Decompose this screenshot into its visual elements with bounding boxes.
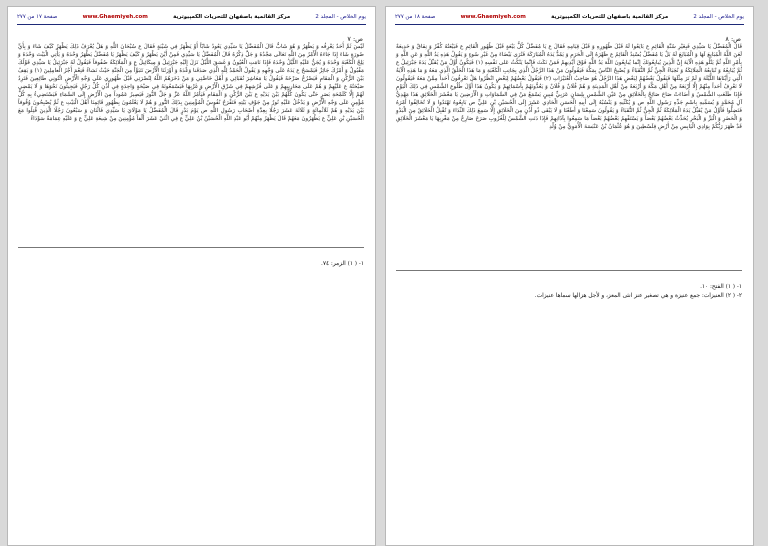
page-header	[17, 11, 366, 23]
website-link[interactable]: www.Ghaemiyeh.com	[460, 14, 526, 20]
document-page-left	[7, 6, 376, 546]
header-divider	[17, 24, 366, 25]
header-divider	[395, 24, 744, 25]
footnote-divider	[18, 247, 364, 248]
footnote: ١- ( ١) الفتح: ١٠.	[700, 284, 742, 290]
page-number: ص: ٧	[347, 35, 363, 43]
center-title: مركز القائمية باصفهان للتحريات الكمپيوترية	[551, 14, 669, 20]
center-title: مركز القائمية باصفهان للتحريات الكمپيوترية	[173, 14, 291, 20]
page-body-text: لَيْسَ ثَمَّ أَحَدٌ يَعْرِفُه وَ يَظْهَرُ وَ هُوَ شَابٌّ قَالَ الْمُفَضَّلُ يَا سَيِّدِي يَعُودُ شَابّاً أَوْ يَظْهَرُ فِي شَيْبَةٍ فَقَالَ ع سُبْحَانَ اللَّهِ وَ هَلْ يُعْرَفُ ذَلِكَ يَظْهَرُ كَيْفَ شَاءَ وَ بِأَيِّ صُورَةٍ شَاءَ إِذَا جَاءَهُ الْأَمْرُ مِنَ اللَّهِ تَعَالَى مَجْدُهُ وَ جَلَّ ذِكْرُهُ قَالَ الْمُفَضَّلُ يَا سَيِّدِي فَمِنْ أَيْنَ يَظْهَرُ وَ كَيْفَ يَظْهَرُ يَا مُفَضَّلُ يَظْهَرُ وَحْدَهُ وَ يَأْتِي الْبَيْتَ وَحْدَهُ وَ يَلِجُ الْكَعْبَةَ وَحْدَهُ وَ يُجَنُّ عَلَيْهِ اللَّيْلُ وَحْدَهُ فَإِذَا نَامَتِ الْعُيُونُ وَ غَسَقَ اللَّيْلُ نَزَلَ إِلَيْهِ جَبْرَئِيلُ وَ مِيكَائِيلُ ع وَ الْمَلَائِكَةُ صُفُوفاً فَيَقُولُ لَهُ جَبْرَئِيلُ يَا سَيِّدِي قَوْلُكَ مَقْبُولٌ وَ أَمْرُكَ جَائِزٌ فَيَمْسَحُ ع يَدَهُ عَلَى وَجْهِهِ وَ يَقُولُ الْحَمْدُ لِلَّهِ الَّذِي صَدَقَنا وَعْدَهُ وَ أَوْرَثَنَا الْأَرْضَ نَتَبَوَّأُ مِنَ الْجَنَّةِ حَيْثُ نَشاءُ فَنِعْمَ أَجْرُ الْعامِلِينَ (١) وَ يَقِفُ بَيْنَ الرُّكْنِ وَ الْمَقَامِ فَيَصْرُخُ صَرْخَةً فَيَقُولُ يَا مَعَاشِرَ نُقَبَائِي وَ أَهْلَ خَاصَّتِي وَ مَنْ ذَخَرَهُمُ اللَّهُ لِنُصْرَتِي قَبْلَ ظُهُورِي عَلَى وَجْهِ الْأَرْضِ ائْتُونِي طَائِعِينَ فَتَرِدُ صَيْحَتُهُ ع عَلَيْهِمْ وَ هُمْ عَلَى مَحَارِيبِهِمْ وَ عَلَى فُرُشِهِمْ فِي شَرْقِ الْأَرْضِ وَ غَرْبِهَا فَيَسْمَعُونَهُ فِي صَيْحَةٍ وَاحِدَةٍ فِي أُذُنِ كُلِّ رَجُلٍ فَيَجِيئُونَ نَحْوَهَا وَ لَا يَمْضِي لَهُمْ إِلَّا كَلَمْحَةِ بَصَرٍ حَتَّى يَكُونَ كُلُّهُمْ بَيْنَ يَدَيْهِ ع بَيْنَ الرُّكْنِ وَ الْمَقَامِ فَيَأْمُرُ اللَّهُ عَزَّ وَ جَلَّ النُّورَ فَيَصِيرُ عَمُوداً مِنَ الْأَرْضِ إِلَى السَّمَاءِ فَيَسْتَضِيءُ بِهِ كُلُّ مُؤْمِنٍ عَلَى وَجْهِ الْأَرْضِ وَ يَدْخُلُ عَلَيْهِ نُورٌ مِنْ جَوْفِ بَيْتِهِ فَتَفْرَحُ نُفُوسُ الْمُؤْمِنِينَ بِذَلِكَ النُّورِ وَ هُمْ لَا يَعْلَمُونَ بِظُهُورِ قَائِمِنَا أَهْلَ الْبَيْتِ ع ثُمَّ يُصْبِحُونَ وُقُوفاً بَيْنَ يَدَيْهِ وَ هُمْ ثَلَاثُمِائَةٍ وَ ثَلَاثَةَ عَشَرَ رَجُلًا بِعِدَّةِ أَصْحَابِ رَسُولِ اللَّهِ ص يَوْمَ بَدْرٍ قَالَ الْمُفَضَّلُ يَا مَوْلَايَ يَا سَيِّدِي فَاثْنَانِ وَ سَبْعُونَ رَجُلًا الَّذِينَ قُتِلُوا مَعَ الْحُسَيْنِ بْنِ عَلِيٍّ ع يَظْهَرُونَ مَعَهُمْ قَالَ يَظْهَرُ مِنْهُمْ أَبُو عَبْدِ اللَّهِ الْحُسَيْنُ بْنُ عَلِيٍّ ع فِي اثْنَيْ عَشَرَ أَلْفاً مُؤْمِنِينَ مِنْ شِيعَةِ عَلِيٍّ ع وَ عَلَيْهِ عِمَامَةٌ سَوْدَاءُ	[18, 44, 364, 123]
footnote: ١- ( ١) الزمر: ٧٤.	[320, 261, 364, 267]
page-body-text: قَالَ الْمُفَضَّلُ يَا سَيِّدِي فَبِغَيْرِ سُنَّةِ الْقَائِمِ ع بَايَعُوا لَهُ قَبْلَ ظُهُورِهِ وَ قَبْلَ قِيَامِهِ فَقَالَ ع يَا مُفَضَّلُ كُلُّ بَيْعَةٍ قَبْلَ ظُهُورِ الْقَائِمِ ع فَبَيْعَتُهُ كُفْرٌ وَ نِفَاقٌ وَ خَدِيعَةٌ لَعَنَ اللَّهُ الْمُبَايِعَ لَهَا وَ الْمُبَايَعَ لَهُ بَلْ يَا مُفَضَّلُ يُسْنِدُ الْقَائِمُ ع ظَهْرَهُ إِلَى الْحَرَمِ وَ يَمُدُّ يَدَهُ الْمُبَارَكَةَ فَتُرَى بَيْضَاءَ مِنْ غَيْرِ سُوءٍ وَ يَقُولُ هَذِهِ يَدُ اللَّهِ وَ عَنِ اللَّهِ وَ بِأَمْرِ اللَّهِ ثُمَّ يَتْلُو هَذِهِ الْآيَةَ إِنَّ الَّذِينَ يُبايِعُونَكَ إِنَّما يُبايِعُونَ اللَّهَ يَدُ اللَّهِ فَوْقَ أَيْدِيهِمْ فَمَنْ نَكَثَ فَإِنَّما يَنْكُثُ عَلى نَفْسِهِ (١) فَيَكُونُ أَوَّلُ مَنْ يُقَبِّلُ يَدَهُ جَبْرَئِيلُ ع ثُمَّ يُبَايِعُهُ وَ تُبَايِعُهُ الْمَلَائِكَةُ وَ نُجَبَاءُ الْجِنِّ ثُمَّ النُّقَبَاءُ وَ يُصْبِحُ النَّاسُ بِمَكَّةَ فَيَقُولُونَ مَنْ هَذَا الرَّجُلُ الَّذِي بِجَانِبِ الْكَعْبَةِ وَ مَا هَذَا الْخَلْقُ الَّذِي مَعَهُ وَ مَا هَذِهِ الْآيَةُ الَّتِي رَأَيْنَاهَا اللَّيْلَةَ وَ لَمْ نَرَ مِثْلَهَا فَيَقُولُ بَعْضُهُمْ لِبَعْضٍ هَذَا الرَّجُلُ هُوَ صَاحِبُ الْعُنَيْزَاتِ (٢) فَيَقُولُ بَعْضُهُمْ لِبَعْضٍ انْظُرُوا هَلْ تَعْرِفُونَ أَحَداً مِمَّنْ مَعَهُ فَيَقُولُونَ لَا نَعْرِفُ أَحَداً مِنْهُمْ إِلَّا أَرْبَعَةً مِنْ أَهْلِ مَكَّةَ وَ أَرْبَعَةً مِنْ أَهْلِ الْمَدِينَةِ وَ هُمْ فُلَانٌ وَ فُلَانٌ وَ يَعُدُّونَهُمْ بِأَسْمَائِهِمْ وَ يَكُونُ هَذَا أَوَّلَ طُلُوعِ الشَّمْسِ فِي ذَلِكَ الْيَوْمِ فَإِذَا طَلَعَتِ الشَّمْسُ وَ أَضَاءَتْ صَاحَ صَائِحٌ بِالْخَلَائِقِ مِنْ عَيْنِ الشَّمْسِ بِلِسَانٍ عَرَبِيٍّ مُبِينٍ يَسْمَعُ مَنْ فِي السَّمَاوَاتِ وَ الْأَرَضِينَ يَا مَعْشَرَ الْخَلَائِقِ هَذَا مَهْدِيُّ آلِ مُحَمَّدٍ وَ يُسَمِّيهِ بِاسْمِ جَدِّهِ رَسُولِ اللَّهِ ص وَ يُكَنِّيهِ وَ يَنْسُبُهُ إِلَى أَبِيهِ الْحَسَنِ الْحَادِي عَشَرَ إِلَى الْحُسَيْنِ بْنِ عَلِيٍّ ص بَايِعُوهُ تَهْتَدُوا وَ لَا تُخَالِفُوا أَمْرَهُ فَتَضِلُّوا فَأَوَّلُ مَنْ يُقَبِّلُ يَدَهُ الْمَلَائِكَةُ ثُمَّ الْجِنُّ ثُمَّ النُّقَبَاءُ وَ يَقُولُونَ سَمِعْنَا وَ أَطَعْنَا وَ لَا يَبْقَى ذُو أُذُنٍ مِنَ الْخَلَائِقِ إِلَّا سَمِعَ ذَلِكَ النِّدَاءَ وَ تُقْبِلُ الْخَلَائِقُ مِنَ الْبَدْوِ وَ الْحَضَرِ وَ الْبَرِّ وَ الْبَحْرِ يُحَدِّثُ بَعْضُهُمْ بَعْضاً وَ يَسْتَفْهِمُ بَعْضُهُمْ بَعْضاً مَا سَمِعُوا بِآذَانِهِمْ فَإِذَا دَنَتِ الشَّمْسُ لِلْغُرُوبِ صَرَخَ صَارِخٌ مِنْ مَغْرِبِهَا يَا مَعْشَرَ الْخَلَائِقِ قَدْ ظَهَرَ رَبُّكُمْ بِوَادِي الْيَابِسِ مِنْ أَرْضِ فِلَسْطِينَ وَ هُوَ عُثْمَانُ بْنُ عَنْبَسَةَ الْأُمَوِيُّ مِنْ وُلْدِ	[396, 44, 742, 131]
page-number: ص: ٨	[725, 35, 741, 43]
footnote-divider	[396, 270, 742, 271]
page-counter: صفحة ١٧ من ٢٧٧	[17, 14, 58, 20]
footnote: ٢- ( ٢) العنيزات: جمع عنيزة و هي تصغير عنز انثى المعز، و لأجل هزالها سماها عنيزات.	[534, 293, 742, 299]
book-title: يوم الخلاص - المجلد 2	[693, 14, 744, 20]
page-header	[395, 11, 744, 23]
page-counter: صفحة ١٨ من ٢٧٧	[395, 14, 436, 20]
website-link[interactable]: www.Ghaemiyeh.com	[82, 14, 148, 20]
document-page-right	[385, 6, 754, 546]
book-title: يوم الخلاص - المجلد 2	[315, 14, 366, 20]
